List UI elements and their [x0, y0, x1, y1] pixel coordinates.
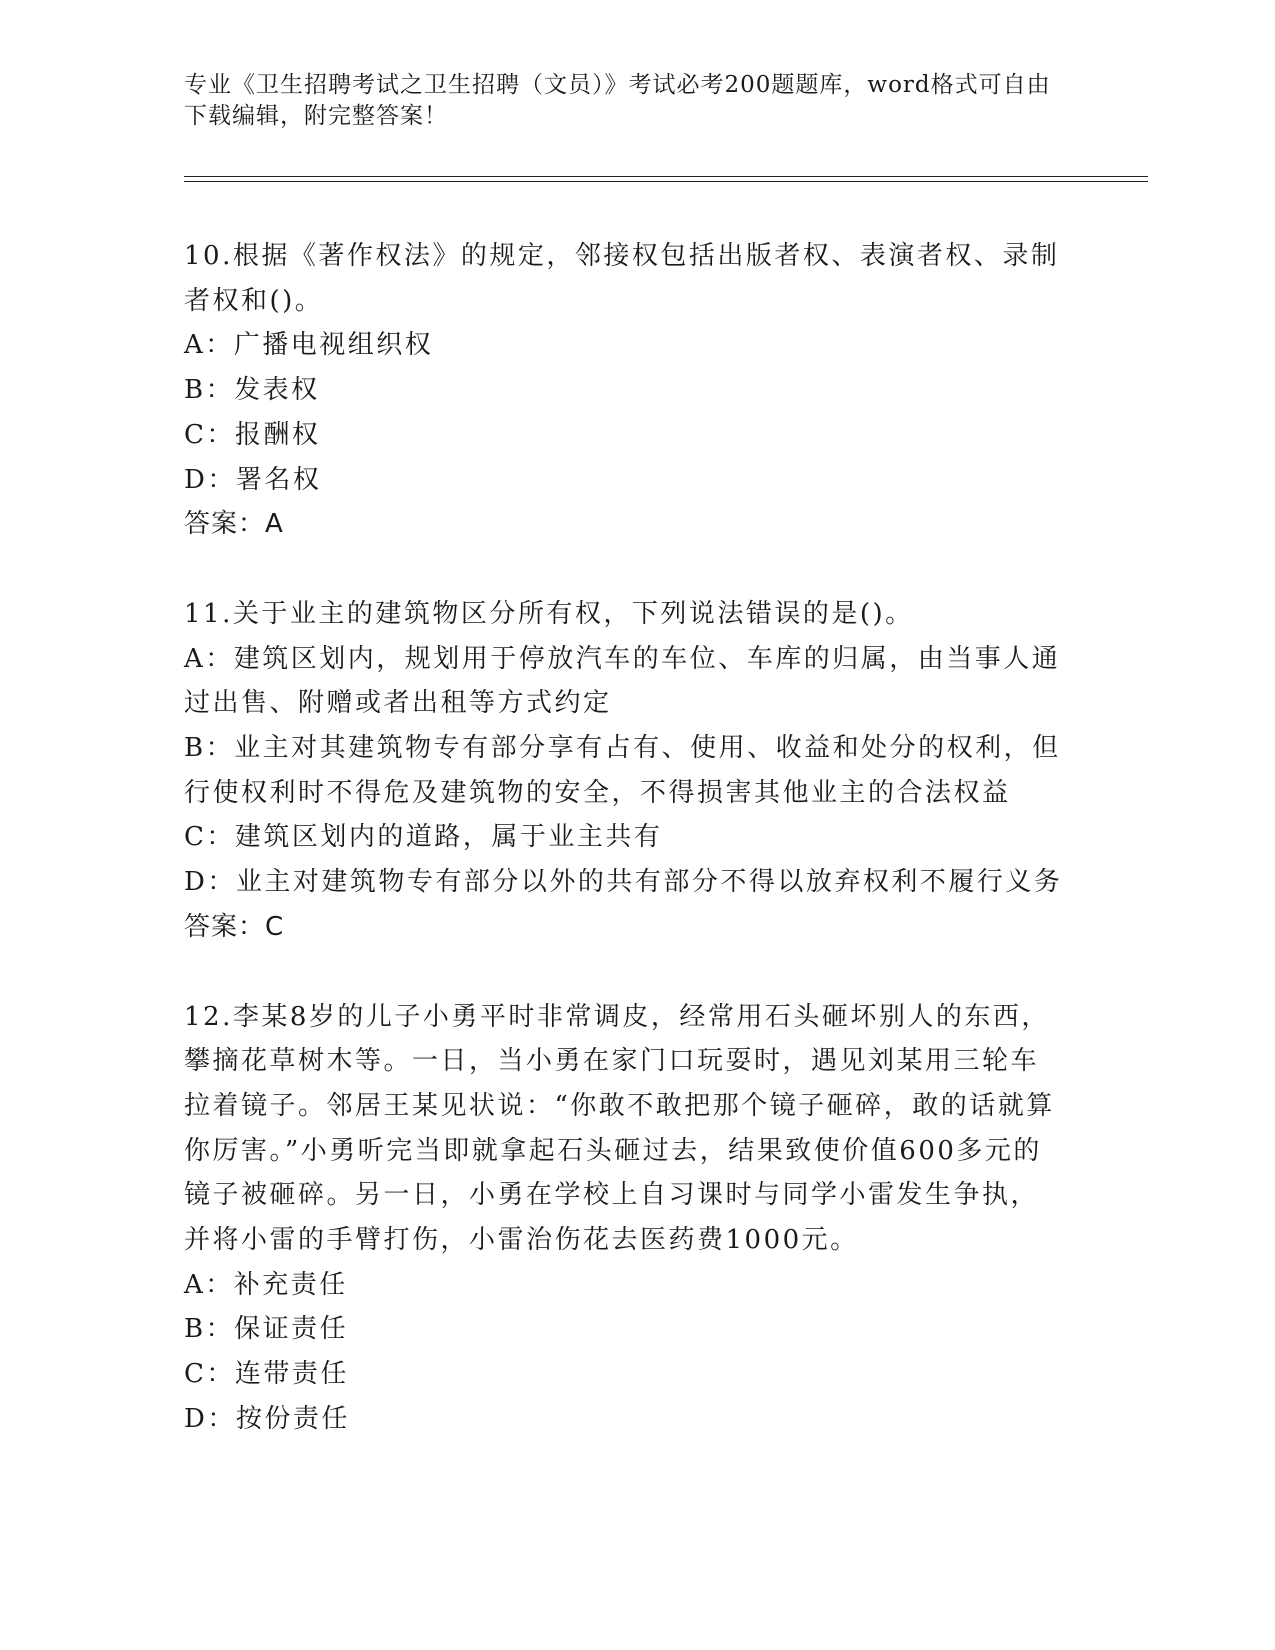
document-header: 专业《卫生招聘考试之卫生招聘（文员）》考试必考200题题库，word格式可自由下载编辑，附完整答案！ [184, 72, 1051, 129]
option-b: B：发表权 [184, 375, 320, 406]
option-d: D：署名权 [184, 464, 322, 495]
option-c: C：建筑区划内的道路，属于业主共有 [184, 822, 663, 853]
answer-label: 答案：A [184, 509, 284, 540]
question-stem: 12.李某8岁的儿子小勇平时非常调皮，经常用石头砸坏别人的东西，攀摘花草树木等。一日，当小勇在家门口玩耍时，遇见刘某用三轮车拉着镜子。邻居王某见状说：“你敢不敢把那个镜子砸碎，敢的话就算你厉害。”小勇听完当即就拿起石头砸过去，结果致使价值600多元的镜子被砸碎。另一日，小勇在学校上自习课时与同学小雷发生争执，并将小雷的手臂打伤，小雷治伤花去医药费1000元。 [184, 1001, 1055, 1256]
option-c: C：连带责任 [184, 1359, 349, 1390]
option-d: D：按份责任 [184, 1403, 350, 1434]
question-stem: 11.关于业主的建筑物区分所有权，下列说法错误的是()。 [184, 598, 914, 629]
answer-label: 答案：C [184, 911, 285, 942]
option-a: A：补充责任 [184, 1269, 348, 1300]
option-d: D：业主对建筑物专有部分以外的共有部分不得以放弃权利不履行义务 [184, 867, 1063, 898]
option-c: C：报酬权 [184, 419, 321, 450]
header-divider-bottom [184, 181, 1148, 182]
question-12 [184, 995, 1064, 1442]
header-divider-top [184, 176, 1148, 177]
option-a: A：建筑区划内，规划用于停放汽车的车位、车库的归属，由当事人通过出售、附赠或者出租等方式约定 [184, 643, 1061, 719]
question-10 [184, 234, 1064, 547]
option-b: B：保证责任 [184, 1314, 349, 1345]
option-b: B：业主对其建筑物专有部分享有占有、使用、收益和处分的权利，但行使权利时不得危及建筑物的安全，不得损害其他业主的合法权益 [184, 733, 1061, 808]
question-stem: 10.根据《著作权法》的规定，邻接权包括出版者权、表演者权、录制者权和()。 [184, 241, 1060, 316]
question-11 [184, 592, 1064, 950]
question-list [184, 234, 1064, 1442]
option-a: A：广播电视组织权 [184, 330, 434, 361]
